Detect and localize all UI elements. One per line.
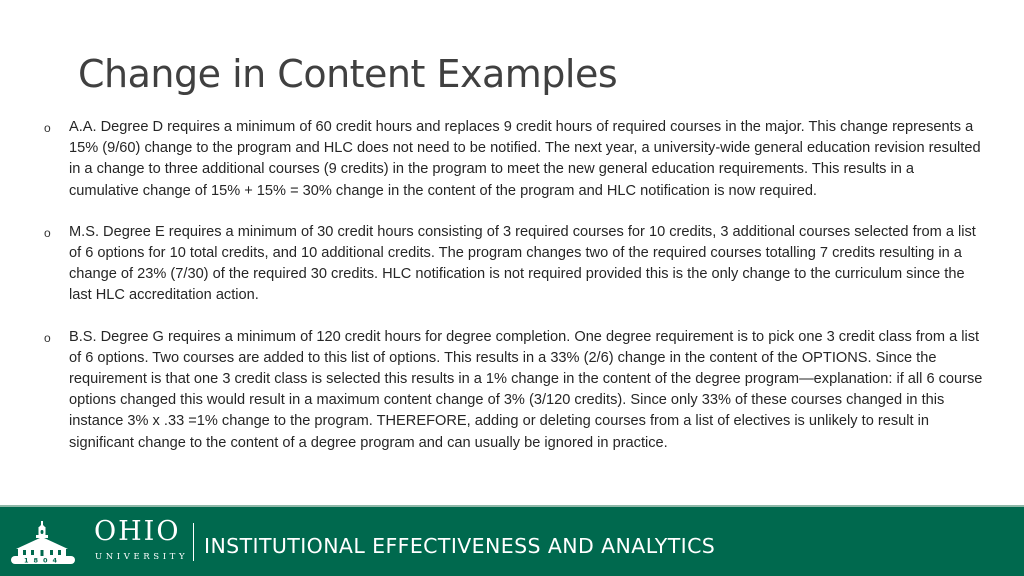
footer-bar xyxy=(0,505,1024,576)
bullet-text: A.A. Degree D requires a minimum of 60 credit hours and replaces 9 credit hours of required courses in the major. This change represents a 15% (9/60) change to the program and HLC does not need to be notified. The next year, a university-wide general education revision resulted in a change to three additional courses (9 credits) in the program to meet the new general education requirements. This results in a cumulative change of 15% + 15% = 30% change in the content of the program and HLC notification is now required. xyxy=(69,119,981,199)
university-seal-icon xyxy=(10,519,76,565)
university-wordmark-sub: UNIVERSITY xyxy=(95,552,189,562)
bullet-marker: o xyxy=(44,330,51,345)
bullet-list xyxy=(38,117,984,454)
bullet-text: B.S. Degree G requires a minimum of 120 credit hours for degree completion. One degree requirement is to pick one 3 credit class from a list of 6 options. Two courses are added to this list of options. This results in a 33% (2/6) change in the content of the OPTIONS. Since the requirement is that one 3 credit class is selected this results in a 1% change in the content of the degree program—explanation: if all 6 course options changed this would result in a maximum content change of 3% (3/120 credits). Since only 33% of these courses changed in this instance 3% x .33 =1% change to the program. THEREFORE, adding or deleting courses from a list of electives is unlikely to result in significant change to the content of a degree program and can usually be ignored in practice. xyxy=(69,328,983,451)
footer-divider xyxy=(193,523,194,561)
bullet-marker: o xyxy=(44,121,51,135)
bullet-item xyxy=(38,117,984,202)
bullet-item xyxy=(38,222,984,307)
slide-title: Change in Content Examples xyxy=(78,52,618,96)
bullet-item xyxy=(38,327,984,454)
university-wordmark: OHIO xyxy=(94,516,181,547)
bullet-marker: o xyxy=(44,225,51,240)
bullet-text: M.S. Degree E requires a minimum of 30 credit hours consisting of 3 required courses for 10 credits, 3 additional courses selected from a list of 6 options for 10 total credits, and 10 additional credits. The program changes two of the required courses totalling 7 credits resulting in a change of 23% (7/30) of the required 30 credits. HLC notification is not required provided this is the only change to the curriculum since the last HLC accreditation action. xyxy=(69,223,976,304)
seal-year: 1804 xyxy=(23,556,63,565)
department-name: INSTITUTIONAL EFFECTIVENESS AND ANALYTICS xyxy=(204,534,716,558)
